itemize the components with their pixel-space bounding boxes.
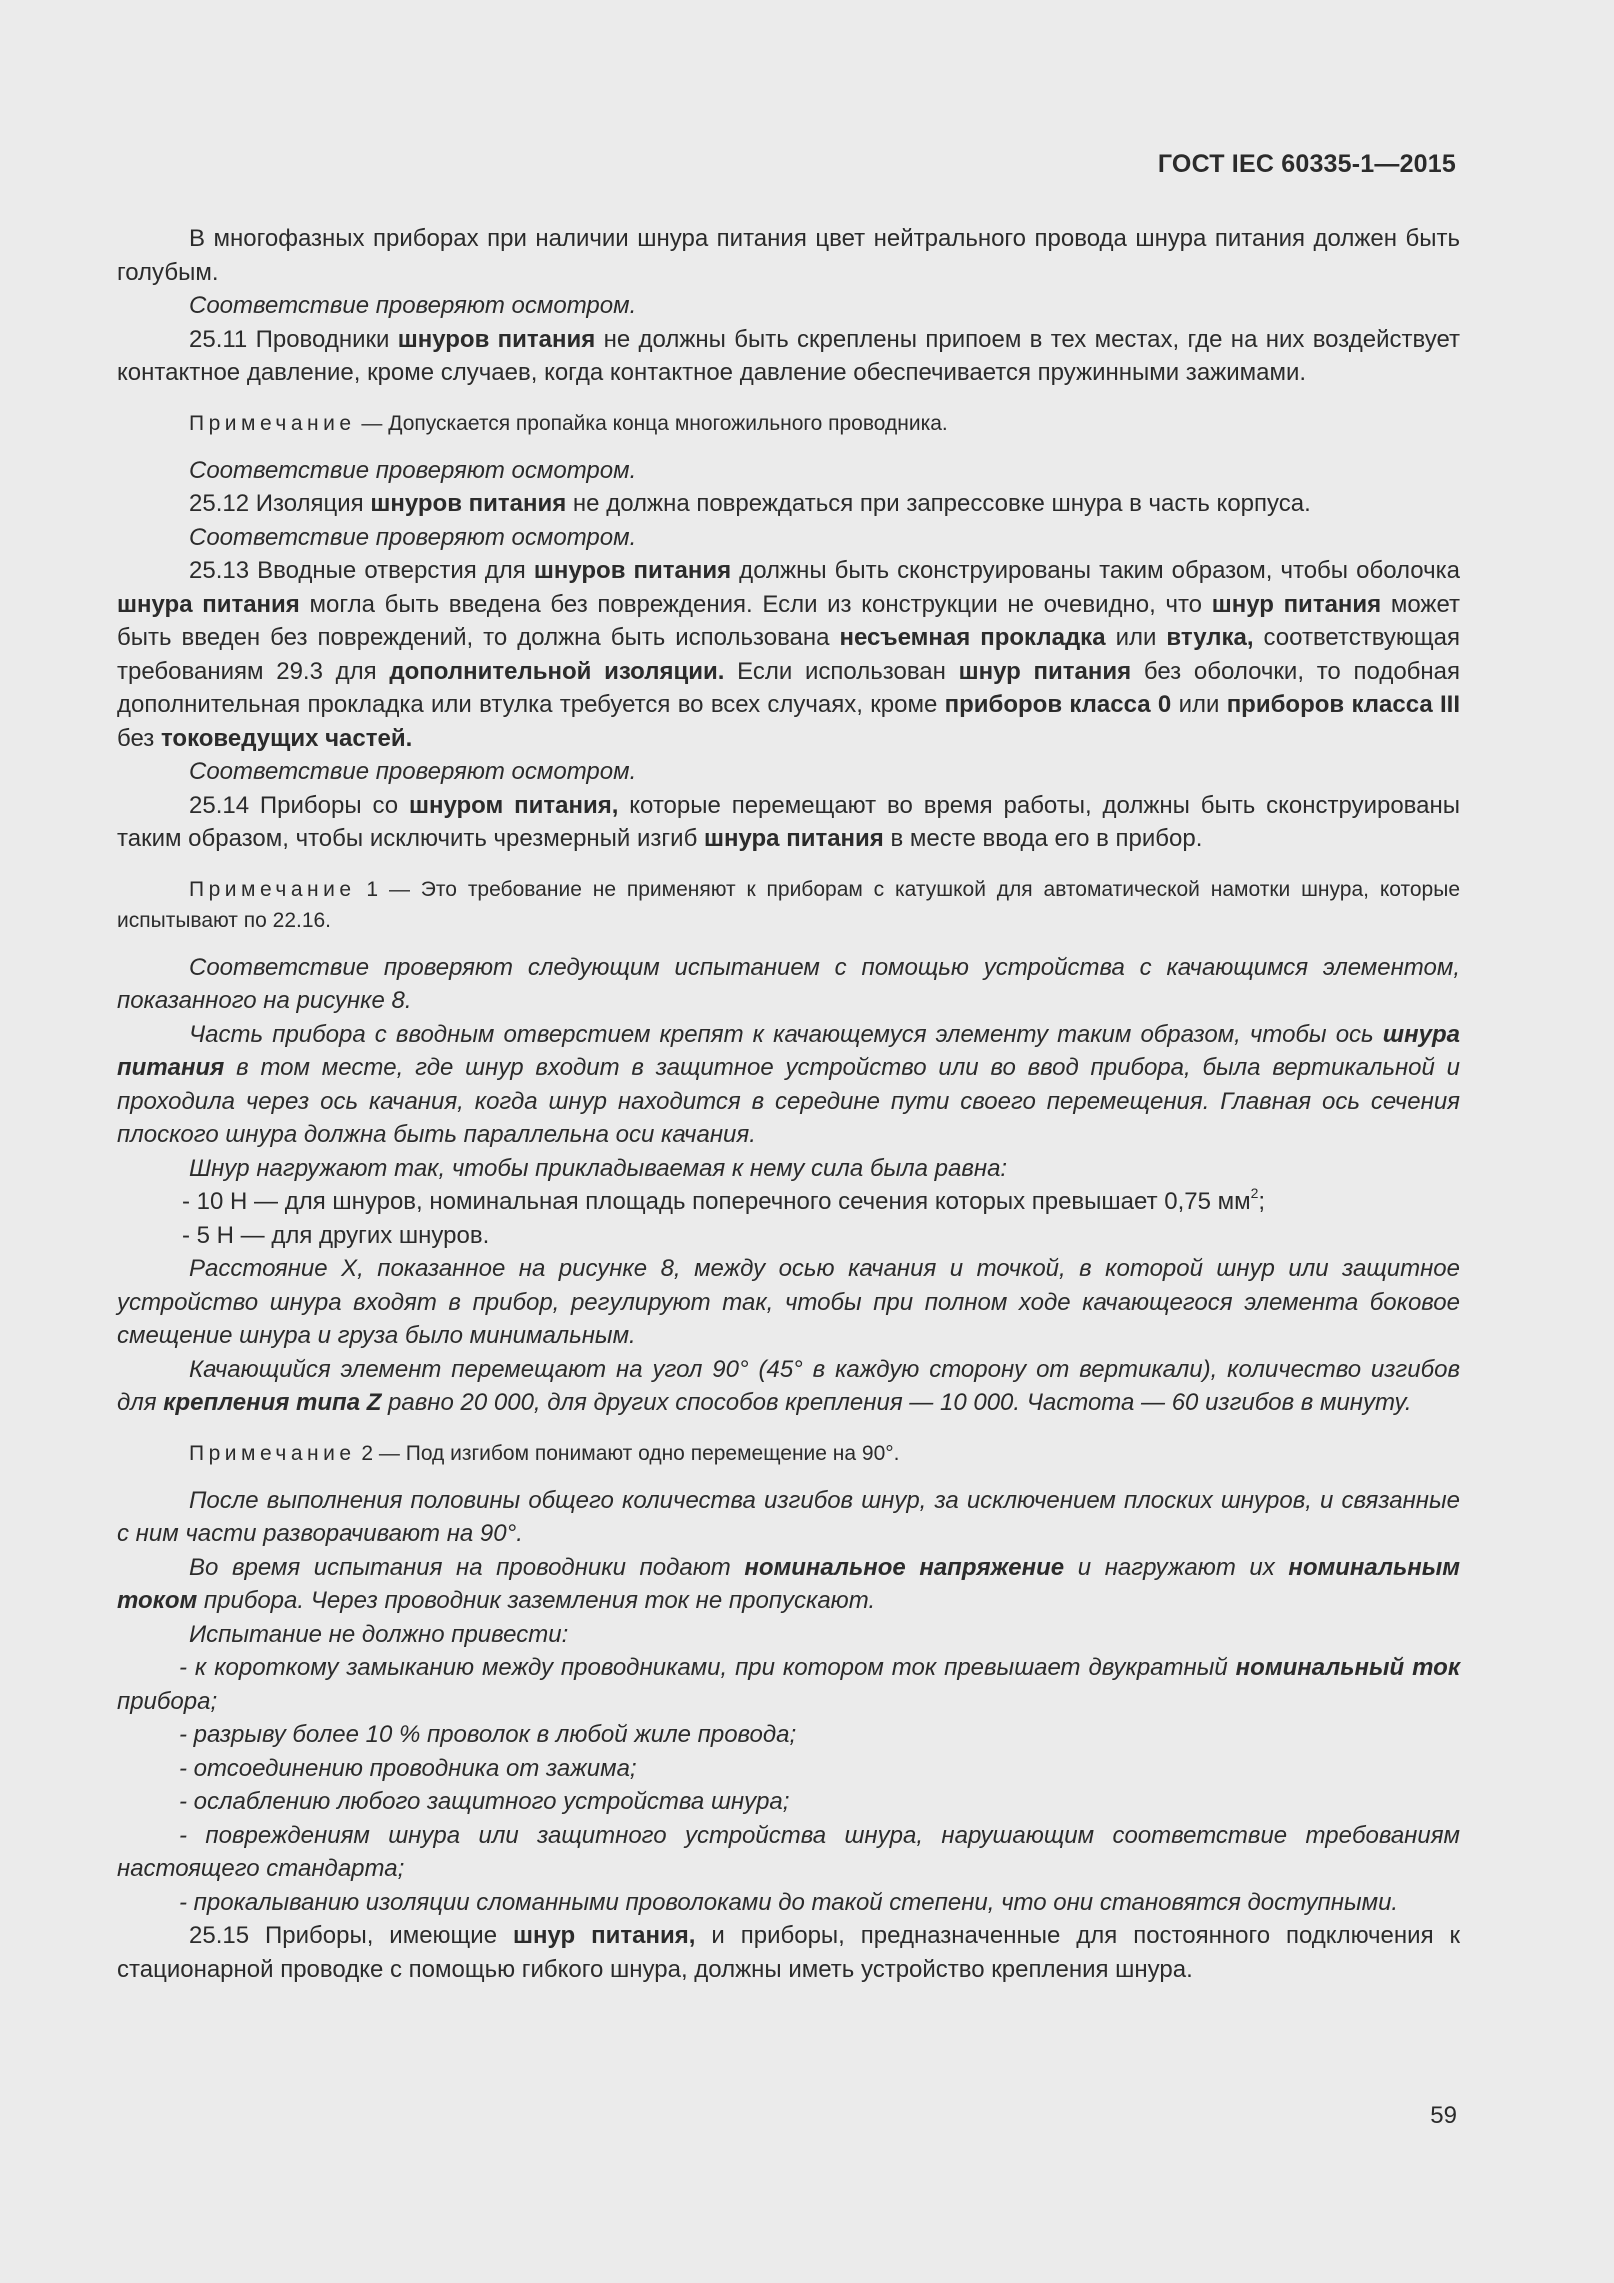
compliance-check: Соответствие проверяют осмотром.	[189, 523, 637, 551]
test-flexing: Качающийся элемент перемещают на угол 90° (45° в каждую сторону от вертикали), количество изгибов для крепления типа Z равно 20 000, для других способов крепления — 10 000. Частота — 60 изгибов в минуту.	[117, 1355, 1460, 1416]
note-2-flex-definition: Примечание 2 — Под изгибом понимают одно перемещение на 90°.	[189, 1441, 900, 1465]
compliance-check: Соответствие проверяют осмотром.	[189, 292, 637, 319]
compliance-check: Соответствие проверяют осмотром.	[189, 758, 637, 785]
clause-25-13: 25.13 Вводные отверстия для шнуров питания должны быть сконструированы таким образом, чтобы оболочка шнура питания могла быть введена без повреждения. Если из конструкции не очевидно, что шнур питания может быть введен без повреждений, то должна быть использована несъемная прокладка или втулка, соответствующая требованиям 29.3 для дополнительной изоляции. Если использован шнур питания без оболочки, то подобная дополнительная прокладка или втулка требуется во всех случаях, кроме приборов класса 0 или приборов класса III без токоведущих частей.	[117, 557, 1461, 752]
failure-list-item: - отсоединению проводника от зажима;	[179, 1754, 637, 1782]
test-mounting: Часть прибора с вводным отверстием крепят к качающемуся элементу таким образом, чтобы ось шнура питания в том месте, где шнур входит в защитное устройство или во ввод прибора, была вертикальной и проходила через ось качания, когда шнур находится в середине пути своего перемещения. Главная ось сечения плоского шнура должна быть параллельна оси качания.	[117, 1020, 1460, 1148]
test-description: Соответствие проверяют следующим испытанием с помощью устройства с качающимся элементом, показанного на рисунке 8.	[117, 953, 1460, 1014]
failure-list-item: - повреждениям шнура или защитного устройства шнура, нарушающим соответствие требованиям настоящего стандарта;	[117, 1821, 1460, 1882]
note-label: Примечание	[189, 1441, 356, 1465]
failure-list-item: - к короткому замыканию между проводниками, при котором ток превышает двукратный номинальный ток прибора;	[117, 1654, 1460, 1715]
failure-list-item: - ослаблению любого защитного устройства шнура;	[179, 1788, 790, 1815]
note-label: Примечание	[189, 411, 356, 435]
test-load-intro: Шнур нагружают так, чтобы прикладываемая к нему сила была равна:	[189, 1154, 1008, 1182]
note-label: Примечание	[189, 877, 356, 901]
list-item-5n: - 5 Н — для других шнуров.	[182, 1221, 490, 1249]
failure-list-item: - прокалыванию изоляции сломанными проволоками до такой степени, что они становятся доступными.	[179, 1888, 1399, 1916]
list-item-10n: - 10 Н — для шнуров, номинальная площадь поперечного сечения которых превышает 0,75 $мм^2$;	[182, 1185, 1266, 1215]
test-energize: Во время испытания на проводники подают номинальное напряжение и нагружают их номинальным током прибора. Через проводник заземления ток не пропускают.	[117, 1553, 1460, 1614]
compliance-check: Соответствие проверяют осмотром.	[189, 456, 637, 484]
page-body	[117, 222, 1460, 1986]
note-1-cord-reel: Примечание 1 — Это требование не применяют к приборам с катушкой для автоматической намотки шнура, которые испытывают по 22.16.	[117, 877, 1460, 932]
clause-25-15: 25.15 Приборы, имеющие шнур питания, и приборы, предназначенные для постоянного подключения к стационарной проводке с помощью гибкого шнура, должны иметь устройство крепления шнура.	[117, 1922, 1461, 1983]
test-rotation: После выполнения половины общего количества изгибов шнур, за исключением плоских шнуров, и связанные с ним части разворачивают на 90°.	[117, 1486, 1460, 1547]
test-distance-x: Расстояние X, показанное на рисунке 8, между осью качания и точкой, в которой шнур или защитное устройство шнура входят в прибор, регулируют так, чтобы при полном ходе качающегося элемента боковое смещение шнура и груза было минимальным.	[117, 1255, 1460, 1349]
clause-25-11: 25.11 Проводники шнуров питания не должны быть скреплены припоем в тех местах, где на них воздействует контактное давление, кроме случаев, когда контактное давление обеспечивается пружинными зажимами.	[117, 325, 1460, 386]
test-failure-intro: Испытание не должно привести:	[189, 1620, 569, 1648]
note-soldering: Примечание — Допускается пропайка конца многожильного проводника.	[189, 411, 948, 435]
paragraph-multiphase: В многофазных приборах при наличии шнура питания цвет нейтрального провода шнура питания должен быть голубым.	[117, 225, 1460, 286]
clause-25-12: 25.12 Изоляция шнуров питания не должна повреждаться при запрессовке шнура в часть корпуса.	[189, 490, 1311, 517]
failure-list-item: - разрыву более 10 % проволок в любой жиле провода;	[179, 1721, 797, 1748]
page-number: 59	[1430, 2102, 1457, 2129]
document-header: ГОСТ IEC 60335-1—2015	[1157, 150, 1456, 178]
clause-25-14: 25.14 Приборы со шнуром питания, которые перемещают во время работы, должны быть сконструированы таким образом, чтобы исключить чрезмерный изгиб шнура питания в месте ввода его в прибор.	[117, 791, 1460, 852]
